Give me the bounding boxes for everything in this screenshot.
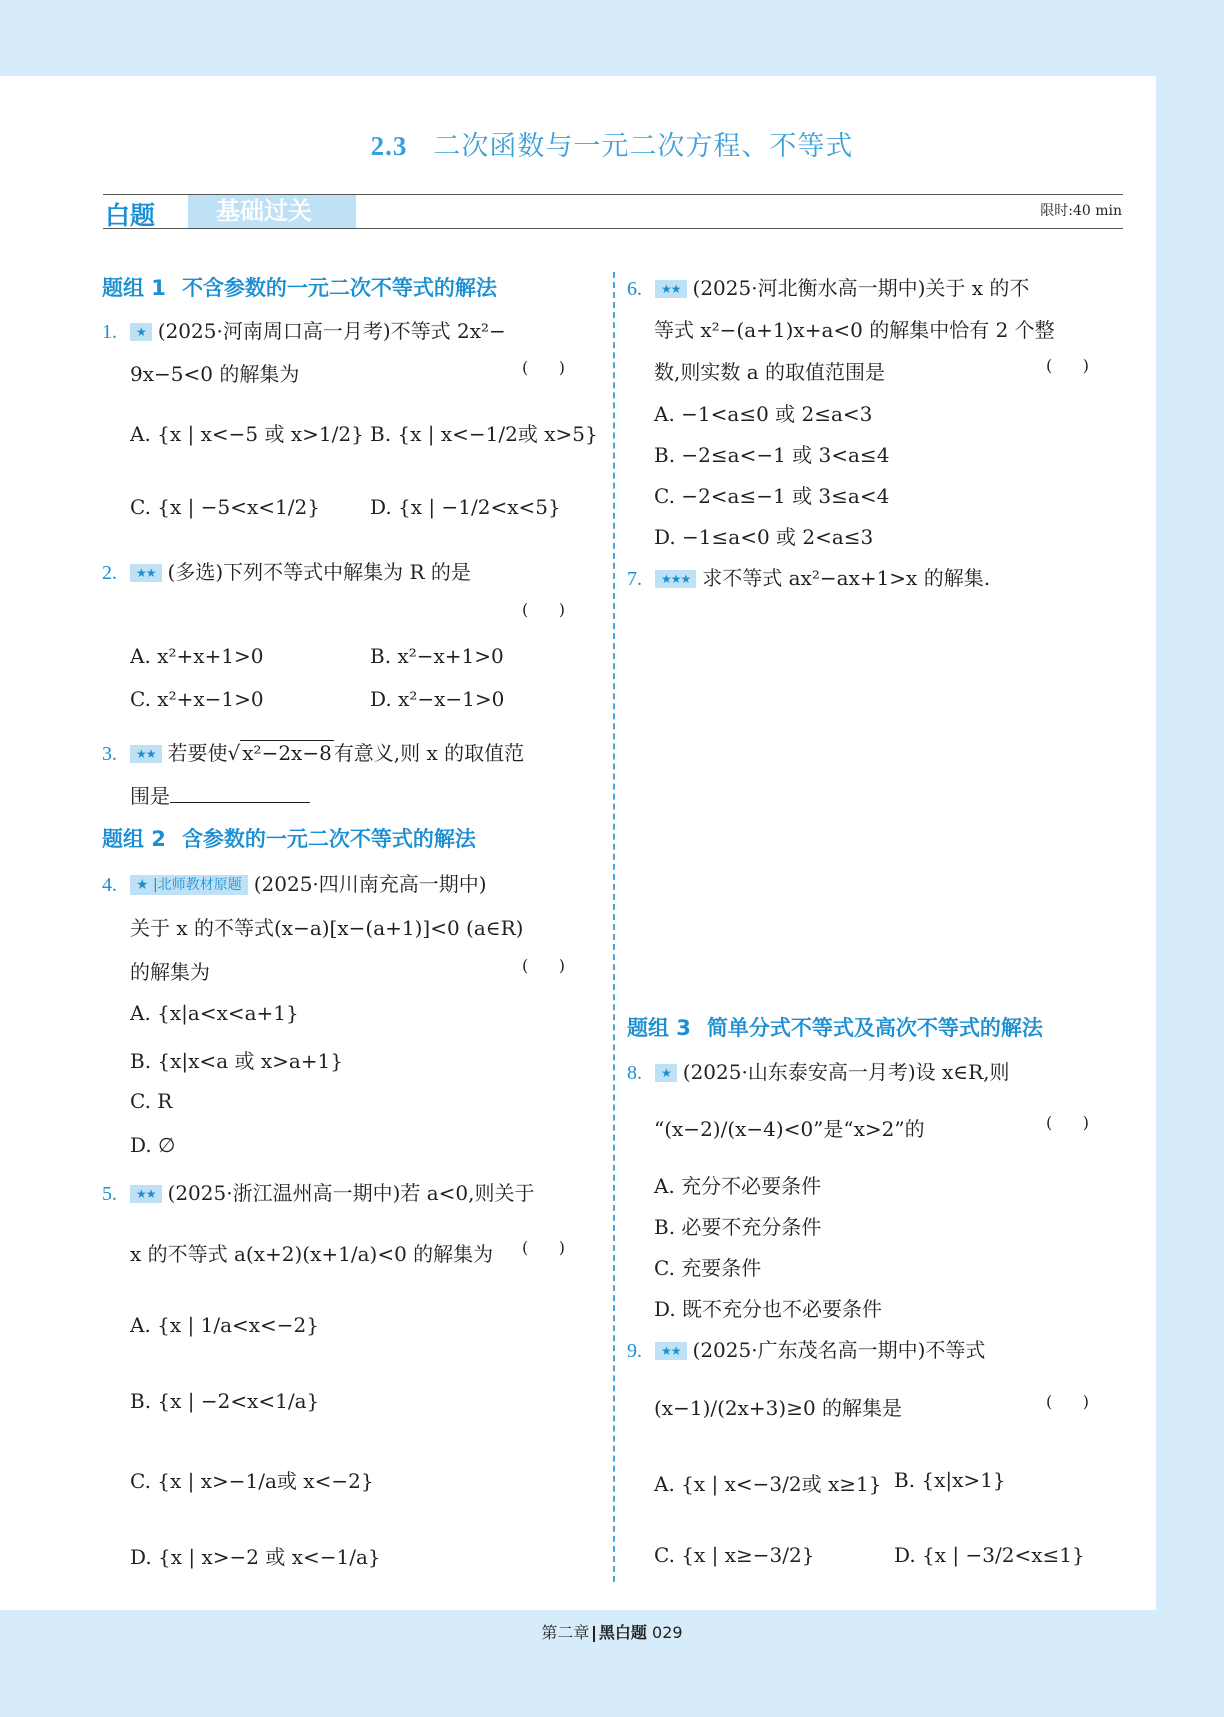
question-number: 5. xyxy=(102,1183,117,1205)
q9-option-d: D. {x | −3/2<x≤1} xyxy=(894,1543,1085,1567)
question-text: (多选)下列不等式中解集为 R 的是 xyxy=(167,560,471,584)
section-title-text: 二次函数与一元二次方程、不等式 xyxy=(433,131,854,162)
q6-option-d: D. −1≤a<0 或 2<a≤3 xyxy=(654,525,874,549)
q5-option-c: C. {x | x>−1/a或 x<−2} xyxy=(130,1469,374,1493)
question-5-line2: x 的不等式 a(x+2)(x+1/a)<0 的解集为 xyxy=(130,1242,494,1266)
section-number: 2.3 xyxy=(370,131,408,161)
question-source: (2025·浙江温州高一期中) xyxy=(167,1181,401,1205)
q5-option-b: B. {x | −2<x<1/a} xyxy=(130,1389,320,1413)
question-3-line2 xyxy=(130,780,310,809)
page-footer xyxy=(0,1620,1224,1643)
q6-option-c: C. −2<a≤−1 或 3≤a<4 xyxy=(654,484,890,508)
difficulty-stars: ★★ xyxy=(130,1185,162,1203)
question-3: 3. ★★ 若要使√ x²−2x−8 有意义,则 x 的取值范 xyxy=(102,741,525,765)
question-source: (2025·广东茂名高一期中) xyxy=(692,1338,926,1362)
answer-paren: ( ) xyxy=(1046,1392,1089,1411)
question-source: (2025·河南周口高一月考) xyxy=(157,319,391,343)
group-1-heading xyxy=(102,272,497,302)
difficulty-stars: ★ xyxy=(130,323,152,341)
header-rule-bottom xyxy=(103,228,1123,229)
question-number: 9. xyxy=(627,1340,642,1362)
difficulty-stars: ★★★ xyxy=(655,570,696,588)
difficulty-tag xyxy=(130,875,248,895)
q9-option-b: B. {x|x>1} xyxy=(894,1468,1006,1492)
q4-option-b: B. {x|x<a 或 x>a+1} xyxy=(130,1049,343,1073)
question-8-line2: “(x−2)/(x−4)<0”是“x>2”的 xyxy=(654,1117,925,1141)
group-3-label: 题组 3 xyxy=(627,1016,691,1040)
question-text: 求不等式 ax²−ax+1>x 的解集. xyxy=(702,566,991,590)
answer-paren: ( ) xyxy=(522,956,565,975)
question-number: 6. xyxy=(627,278,642,300)
answer-paren: ( ) xyxy=(1046,1113,1089,1132)
question-6-line2: 等式 x²−(a+1)x+a<0 的解集中恰有 2 个整 xyxy=(654,318,1055,342)
q1-option-d: D. {x | −1/2<x<5} xyxy=(370,495,561,519)
group-3-heading xyxy=(627,1012,1043,1042)
question-1-line2: 9x−5<0 的解集为 xyxy=(130,362,300,386)
footer-separator xyxy=(593,1626,595,1642)
group-1-label: 题组 1 xyxy=(102,276,166,300)
question-9-line2: (x−1)/(2x+3)≥0 的解集是 xyxy=(654,1396,903,1420)
q1-option-a: A. {x | x<−5 或 x>1/2} xyxy=(130,422,364,446)
question-6-line3: 数,则实数 a 的取值范围是 xyxy=(654,360,885,384)
difficulty-stars: ★★ xyxy=(655,1342,687,1360)
question-number: 8. xyxy=(627,1062,642,1084)
q5-option-a: A. {x | 1/a<x<−2} xyxy=(130,1313,320,1337)
question-text: 关于 x 的不 xyxy=(925,276,1030,300)
question-4 xyxy=(102,868,487,897)
question-text: 不等式 2x²− xyxy=(390,319,506,343)
question-4-line3: 的解集为 xyxy=(130,960,210,984)
question-text: 若要使 xyxy=(167,741,228,765)
question-number: 4. xyxy=(102,874,117,896)
question-source: (2025·山东泰安高一月考) xyxy=(682,1060,916,1084)
question-9 xyxy=(627,1334,985,1363)
question-7 xyxy=(627,562,990,591)
textbook-tag: |北师教材原题 xyxy=(153,877,242,893)
question-3-line2-text: 围是 xyxy=(130,784,170,808)
q8-option-c: C. 充要条件 xyxy=(654,1256,762,1280)
footer-book: 黑白题 xyxy=(598,1623,647,1642)
tag-basic-pass: 基础过关 xyxy=(188,195,356,228)
q4-option-c: C. R xyxy=(130,1089,173,1113)
answer-paren: ( ) xyxy=(522,358,565,377)
question-6 xyxy=(627,272,1029,301)
radicand: x²−2x−8 xyxy=(242,741,332,765)
answer-paren: ( ) xyxy=(522,600,565,619)
question-source: (2025·河北衡水高一期中) xyxy=(692,276,926,300)
group-3-text: 简单分式不等式及高次不等式的解法 xyxy=(706,1016,1043,1040)
question-number: 2. xyxy=(102,562,117,584)
q1-option-c: C. {x | −5<x<1/2} xyxy=(130,495,320,519)
q8-option-a: A. 充分不必要条件 xyxy=(654,1174,822,1198)
question-text-cont: 有意义,则 x 的取值范 xyxy=(333,741,525,765)
q9-option-a: A. {x | x<−3/2或 x≥1} xyxy=(654,1472,882,1496)
q8-option-b: B. 必要不充分条件 xyxy=(654,1215,822,1239)
group-1-text: 不含参数的一元二次不等式的解法 xyxy=(181,276,497,300)
section-title xyxy=(0,124,1224,163)
difficulty-stars: ★★ xyxy=(655,280,687,298)
group-2-heading xyxy=(102,823,476,853)
q6-option-b: B. −2≤a<−1 或 3<a≤4 xyxy=(654,443,890,467)
question-1 xyxy=(102,315,506,344)
question-number: 3. xyxy=(102,743,117,765)
q6-option-a: A. −1<a≤0 或 2≤a<3 xyxy=(654,402,873,426)
q4-option-a: A. {x|a<x<a+1} xyxy=(130,1001,299,1025)
question-text: 若 a<0,则关于 xyxy=(400,1181,535,1205)
question-number: 1. xyxy=(102,321,117,343)
question-4-line2: 关于 x 的不等式(x−a)[x−(a+1)]<0 (a∈R) xyxy=(130,916,524,940)
footer-chapter: 第二章 xyxy=(541,1623,590,1642)
group-2-text: 含参数的一元二次不等式的解法 xyxy=(181,827,476,851)
answer-blank[interactable] xyxy=(170,802,310,803)
q1-option-b: B. {x | x<−1/2或 x>5} xyxy=(370,422,598,446)
q2-option-a: A. x²+x+1>0 xyxy=(130,644,264,668)
question-text: 设 x∈R,则 xyxy=(915,1060,1010,1084)
question-text: 不等式 xyxy=(925,1338,986,1362)
page-number: 029 xyxy=(652,1623,683,1642)
tag-baiti: 白题 xyxy=(105,201,156,230)
difficulty-stars: ★★ xyxy=(130,745,162,763)
question-source: (2025·四川南充高一期中) xyxy=(253,872,487,896)
q9-option-c: C. {x | x≥−3/2} xyxy=(654,1543,815,1567)
time-limit: 限时:40 min xyxy=(1040,203,1122,219)
column-divider xyxy=(613,272,615,1582)
q2-option-d: D. x²−x−1>0 xyxy=(370,687,505,711)
question-number: 7. xyxy=(627,568,642,590)
q4-option-d: D. ∅ xyxy=(130,1133,176,1157)
group-2-label: 题组 2 xyxy=(102,827,166,851)
q2-option-b: B. x²−x+1>0 xyxy=(370,644,504,668)
difficulty-stars: ★ xyxy=(655,1064,677,1082)
question-8 xyxy=(627,1056,1010,1085)
answer-paren: ( ) xyxy=(1046,356,1089,375)
difficulty-stars: ★ xyxy=(136,877,149,893)
difficulty-stars: ★★ xyxy=(130,564,162,582)
question-2 xyxy=(102,556,471,585)
q8-option-d: D. 既不充分也不必要条件 xyxy=(654,1297,883,1321)
question-5 xyxy=(102,1177,535,1206)
q2-option-c: C. x²+x−1>0 xyxy=(130,687,264,711)
answer-paren: ( ) xyxy=(522,1238,565,1257)
q5-option-d: D. {x | x>−2 或 x<−1/a} xyxy=(130,1545,381,1569)
